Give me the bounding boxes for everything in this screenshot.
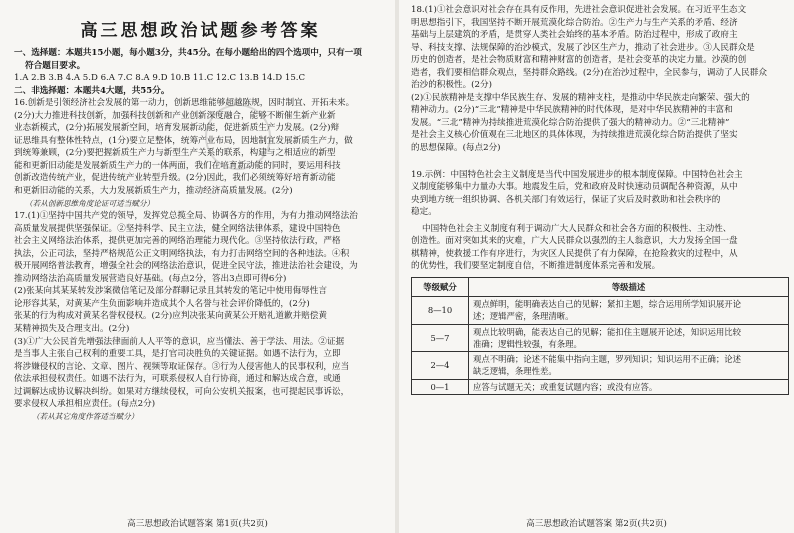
text-line: 二、非选择题：本题共4大题，共55分。 [14,85,170,96]
desc-line: 述；逻辑严密，条理清晰。 [473,311,574,322]
page-2 [399,0,794,533]
score-cell: 2—4 [412,352,469,380]
text-line: 论形容其某，对黄某产生负面影响并造成其个人名誉与社会评价降低的，(2分) [14,298,310,309]
page-1 [0,0,395,533]
text-line: 高质量发展提供坚强保证。②坚持科学、民主立法，健全网络法律体系，建设中国特色 [14,223,341,234]
scoring-note: （若从创新思维角度论证可适当赋分） [25,198,155,208]
desc-cell [469,352,789,380]
text-line: 明思想指引下，我国坚持不断开展荒漠化综合防治。②生产力与生产关系的矛盾、经济 [411,17,738,28]
section-choice [14,47,387,97]
text-line: 是社会主义核心价值观在三北地区的具体体现，为持续推进荒漠化综合防治提供了坚实 [411,130,738,141]
table-header-row [412,277,789,296]
table-row [412,379,789,394]
question-17 [14,210,387,423]
text-line: 基础与上层建筑的矛盾，是贯穿人类社会始终的基本矛盾。防治过程中，形成了政府主 [411,30,738,41]
text-line: 某精神损失及合理支出。(2分) [14,324,130,335]
text-line: 导、科技支撑、法规保障的治沙模式，发展了沙区生产力，推动了社会进步。③人民群众是 [411,42,755,53]
text-line: 的思想保障。(每点2分) [411,143,501,154]
score-cell: 0—1 [412,379,469,394]
score-cell: 8—10 [412,296,469,324]
text-line: 将涉嫌侵权的言论、文章、图片、视频等取证保存。③行为人侵害他人的民事权利，应当 [14,361,350,372]
text-line: (2分)大力推进科技创新，加强科技创新和产业创新深度融合，能够不断催生新产业新 [14,110,336,121]
table-row [412,324,789,352]
desc-cell [469,296,789,324]
question-19 [411,169,784,273]
answer-key-line: 1.A 2.B 3.B 4.A 5.D 6.A 7.C 8.A 9.D 10.B 11.C 12.C 13.B 14.D 15.C [14,73,306,84]
scoring-note: （若从其它角度作答适当赋分） [32,411,139,421]
text-line: 创造性。面对突如其来的灾难，广大人民群众以强烈的主人翁意识，大力发扬全国一盘 [411,236,738,247]
header-desc: 等级描述 [469,277,789,296]
text-line: 业态新模式，(2分)拓展发展新空间，培育发展新动能，促进新质生产力发展。(2分)辩 [14,123,340,134]
page-title: 高三思想政治试题参考答案 [80,21,321,41]
text-line: (3)①广大公民首先增强法律面前人人平等的意识，应当懂法、善于学法、用法。②证据 [14,336,345,347]
score-cell: 5—7 [412,324,469,352]
text-line: 16.创新是引领经济社会发展的第一动力，创新思维能够超越陈规，因时制宜、开拓未来。 [14,98,355,109]
text-line: 17.(1)①坚持中国共产党的领导，发挥党总揽全局、协调各方的作用，为有力推动网络法治 [14,211,358,222]
text-line: 央到地方统一组织协调、各机关部门有效运行，保证了灾后及时救助和社会秩序的 [411,194,721,205]
text-line: 证思维具有整体性特点，(1分)要立足整体，统筹产业布局，因地制宜发展新质生产力，做 [14,135,353,146]
text-line: 精神动力。(2分)“三北”精神是中华民族精神的时代体现，是对中华民族精神的丰富和 [411,105,733,116]
text-line: 要求侵权人承担相应责任。(每点2分) [14,399,156,410]
table-row [412,352,789,380]
text-line: 造者，我们要相信群众观点，坚持群众路线。(2分)在治沙过程中，全民参与，调动了人民群众 [411,67,767,78]
text-line: 张某的行为构成对黄某名誉权侵权。(2分)应判决张某向黄某公开赔礼道歉并赔偿黄 [14,311,327,322]
text-line: 社会主义网络法治体系，提供更加完善的网络治理能力现代化。③坚持依法行政，严格 [14,236,341,247]
text-line: 极开展网络普法教育，增强全社会的网络法治意识，促进全民守法，推进法治社会建设，为 [14,261,358,272]
question-16 [14,97,387,210]
desc-line: 缺乏逻辑，条理性差。 [473,366,557,377]
text-line: 稳定。 [411,207,437,218]
text-line: 依法承担侵权责任。如遇不法行为，可联系侵权人自行协商，通过和解达成合意，或通 [14,374,341,385]
text-line: 创新改造传统产业，促进传统产业转型升级。(2分)因此，我们必须统筹好培育新动能 [14,173,336,184]
text-line: 和更新旧动能的关系，大力发展新质生产力，推动经济高质量发展。(2分) [14,186,293,197]
text-line: 治沙的积极性。(2分) [411,80,492,91]
text-line: 18.(1)①社会意识对社会存在具有反作用，先进社会意识促进社会发展。在习近平生态文 [411,5,747,15]
desc-line: 观点比较明确，能表达自己的见解；能扣住主题展开论述，知识运用比较 [473,326,741,337]
page-footer: 高三思想政治试题答案 第1页(共2页) [127,519,268,529]
desc-line: 观点鲜明，能明确表达自己的见解；紧扣主题，综合运用所学知识展开论 [473,298,741,309]
text-line: (2)①民族精神是支撑中华民族生存、发展的精神支柱，是推动中华民族走向繁荣、强大的 [411,92,750,103]
text-line: 执法，公正司法，坚持严格规范公正文明网络执法，有力打击网络空间的各种违法。④积 [14,248,350,259]
text-line: 过调解达成协议解决纠纷。如果对方继续侵权，可向公安机关报案，也可提起民事诉讼， [14,386,350,397]
desc-cell [469,324,789,352]
page-footer: 高三思想政治试题答案 第2页(共2页) [526,519,667,529]
desc-line: 观点不明确；论述不能集中指向主题，罗列知识；知识运用不正确；论述 [473,354,741,365]
header-score: 等级赋分 [412,277,469,296]
text-line: 符合题目要求。 [25,60,86,71]
text-line: 能和更新旧动能是发展新质生产力的一体两面，我们在培育新动能的同时，要运用科技 [14,160,341,171]
text-line: 到统筹兼顾，(2分)要把握新质生产力与新型生产关系的联系，构建与之相适应的新型 [14,148,336,159]
grading-table [411,277,789,395]
text-line: 一、选择题：本题共15小题，每小题3分，共45分。在每小题给出的四个选项中，只有一项 [14,48,362,58]
desc-cell: 应答与试题无关；或重复试题内容；或没有应答。 [469,379,789,394]
text-line: 棋精神，使救援工作有序进行，为灾区人民提供了有力保障，在抢险救灾的过程中，从 [411,248,738,259]
text-line: 发展。“三北”精神为持续推进荒漠化综合防治提供了强大的精神动力。②“三北精神” [411,117,730,128]
text-line: 义制度能够集中力量办大事。地震发生后，党和政府及时快速动员调配各种资源，从中 [411,182,738,193]
text-line: 19.示例：中国特色社会主义制度是当代中国发展进步的根本制度保障。中国特色社会主 [411,169,743,180]
text-line: 中国特色社会主义制度有利于调动广大人民群众和社会各方面的积极性、主动性、 [422,223,732,234]
text-line: (2)张某向其某某转发涉案微信笔记及部分群聊记录且其转发的笔记中使用侮辱性言 [14,286,327,297]
text-line: 是当事人主张自己权利的重要工具，是打官司决胜负的关键证据。如遇不法行为，立即 [14,349,341,360]
text-line: 历史的创造者，是社会物质财富和精神财富的创造者，是社会变革的决定力量。沙漠的创 [411,55,747,66]
table-row [412,296,789,324]
text-line: 的优势性，我们要坚定制度自信，不断推进制度体系完善和发展。 [411,261,661,272]
text-line: 推动网络法治高质量发展营造良好基础。(每点2分，答出3点即可得6分) [14,273,287,284]
desc-line: 准确；逻辑性较强，有条理。 [473,338,582,349]
question-18 [411,4,784,155]
